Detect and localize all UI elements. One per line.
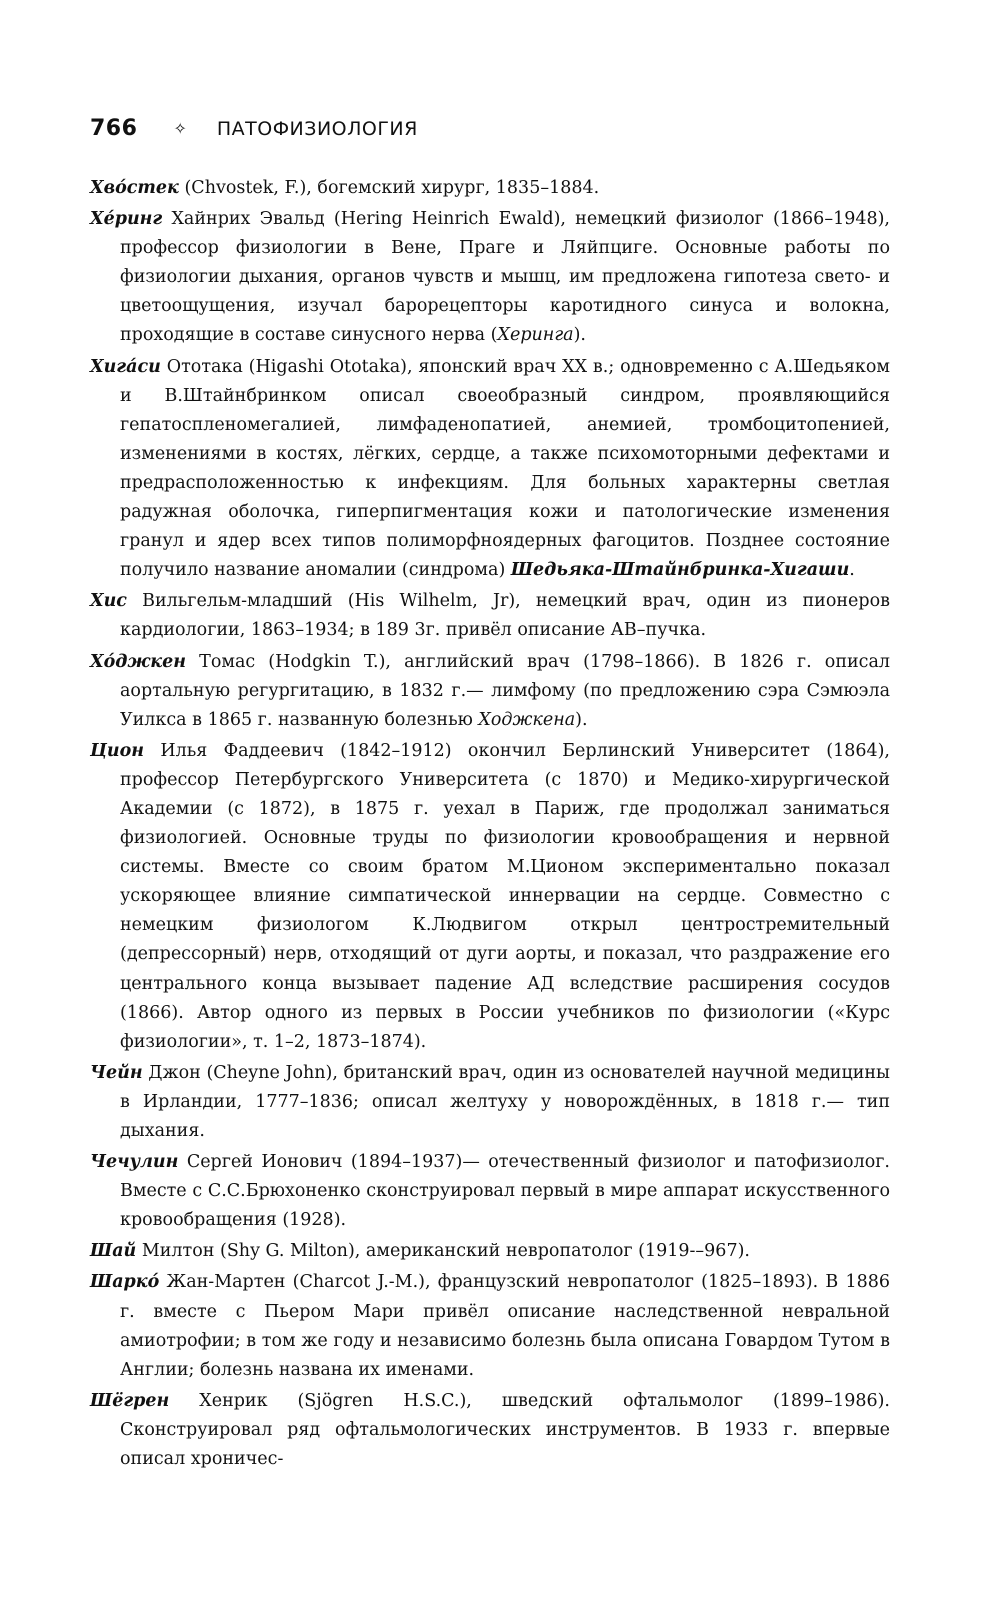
entry-text: Томас (Hodgkin T.), английский врач (1798–1866). В 1826 г. описал аортальную регургитацию, в 1832 г.— лимфому (по предложению сэра Сэмюэла Уилкса в 1865 г. названную болезнью [120, 651, 890, 730]
entry-khvostek [90, 174, 890, 203]
entry-text: (Chvostek, F.), богемский хирург, 1835–1884. [184, 178, 600, 198]
entry-khering [90, 205, 890, 350]
entry-text: Хайнрих Эвальд (Hering Heinrich Ewald), немецкий физиолог (1866–1948), профессор физиологии в Вене, Праге и Ляйпциге. Основные работы по физиологии дыхания, органов чувств и мышц, им предложена гипотеза свето- и цветоощущения, изучал барорецепторы каротидного синуса и волокна, проходящие в составе синусного нерва ( [120, 209, 890, 346]
entry-name: Хóджкен [90, 651, 187, 672]
entry-text: Сергей Ионович (1894–1937)— отечественный физиолог и патофизиолог. Вместе с С.С.Брюхоненко сконструировал первый в мире аппарат искусственного кровообращения (1928). [120, 1152, 890, 1231]
entry-tail: . [849, 560, 855, 581]
page-number: 766 [90, 116, 138, 141]
entry-text: Хенрик (Sjögren H.S.C.), шведский офтальмолог (1899–1986). Сконструировал ряд офтальмологических инструментов. В 1933 г. впервые описал хроничес- [120, 1390, 890, 1470]
entry-tsion [90, 737, 890, 1057]
page-header [90, 116, 418, 141]
entry-name: Хвóстек [90, 178, 179, 198]
entry-tail: ). [575, 709, 588, 730]
diamond-ornament-icon: ✧ [173, 119, 187, 138]
entry-term: Херинга [497, 325, 574, 346]
entry-khigasi [90, 353, 890, 586]
glossary-entries [90, 174, 890, 1476]
entry-tail: ). [573, 325, 586, 346]
entry-name: Хис [90, 591, 127, 612]
entry-shegren [90, 1387, 890, 1474]
entry-text: Жан-Мартен (Charcot J.-M.), французский невропатолог (1825–1893). В 1886 г. вместе с Пьером Мари привёл описание наследственной невральной амиотрофии; в том же году и независимо болезнь была описана Говардом Тутом в Англии; болезнь названа их именами. [120, 1272, 890, 1380]
entry-sharko [90, 1268, 890, 1384]
entry-text: Ототака (Higashi Ototaka), японский врач XX в.; одновременно с А.Шедьяком и В.Штайнбринком описал своеобразный синдром, проявляющийся гепатоспленомегалией, лимфаденопатией, анемией, тромбоцитопенией, изменениями в костях, лёгких, сердце, а также психомоторными дефектами и предрасположенностью к инфекциям. Для больных характерны светлая радужная оболочка, гиперпигментация кожи и патологические изменения гранул и ядер всех типов полиморфноядерных фагоцитов. Позднее состояние получило название аномалии (синдрома) [120, 356, 890, 581]
entry-name: Шаркó [90, 1272, 160, 1293]
entry-term: Шедьяка-Штайнбринка-Хигаши [510, 560, 850, 581]
entry-name: Чейн [90, 1062, 143, 1083]
entry-cheyn [90, 1059, 890, 1146]
entry-shay [90, 1237, 890, 1266]
entry-chechulin [90, 1148, 890, 1235]
entry-text: Вильгельм-младший (His Wilhelm, Jr), немецкий врач, один из пионеров кардиологии, 1863–1934; в 189 3г. привёл описание АВ–пучка. [120, 591, 890, 641]
entry-text: Милтон (Shy G. Milton), американский невропатолог (1919-–967). [141, 1241, 750, 1262]
entry-name: Шёгрен [90, 1390, 170, 1411]
entry-name: Чечулин [90, 1152, 179, 1173]
entry-khodzhken [90, 648, 890, 735]
running-title: ПАТОФИЗИОЛОГИЯ [216, 118, 418, 140]
entry-khis [90, 587, 890, 645]
entry-name: Цион [90, 740, 145, 761]
entry-term: Ходжкена [478, 709, 576, 730]
entry-text: Илья Фаддеевич (1842–1912) окончил Берлинский Университет (1864), профессор Петербургского Университета (с 1870) и Медико-хирургической Академии (с 1872), в 1875 г. уехал в Париж, где продолжал заниматься физиологией. Основные труды по физиологии кровообращения и нервной системы. Вместе со своим братом М.Ционом экспериментально показал ускоряющее влияние симпатической иннервации на сердце. Совместно с немецким физиологом К.Людвигом открыл центростремительный (депрессорный) нерв, отходящий от дуги аорты, и показал, что раздражение его центрального конца вызывает падение АД вследствие расширения сосудов (1866). Автор одного из первых в России учебников по физиологии («Курс физиологии», т. 1–2, 1873–1874). [120, 740, 890, 1052]
entry-name: Хигáси [90, 356, 161, 377]
entry-name: Шай [90, 1241, 137, 1262]
entry-name: Хéринг [90, 209, 163, 230]
entry-text: Джон (Cheyne John), британский врач, один из основателей научной медицины в Ирландии, 1777–1836; описал желтуху у новорождённых, в 1818 г.— тип дыхания. [120, 1062, 890, 1141]
